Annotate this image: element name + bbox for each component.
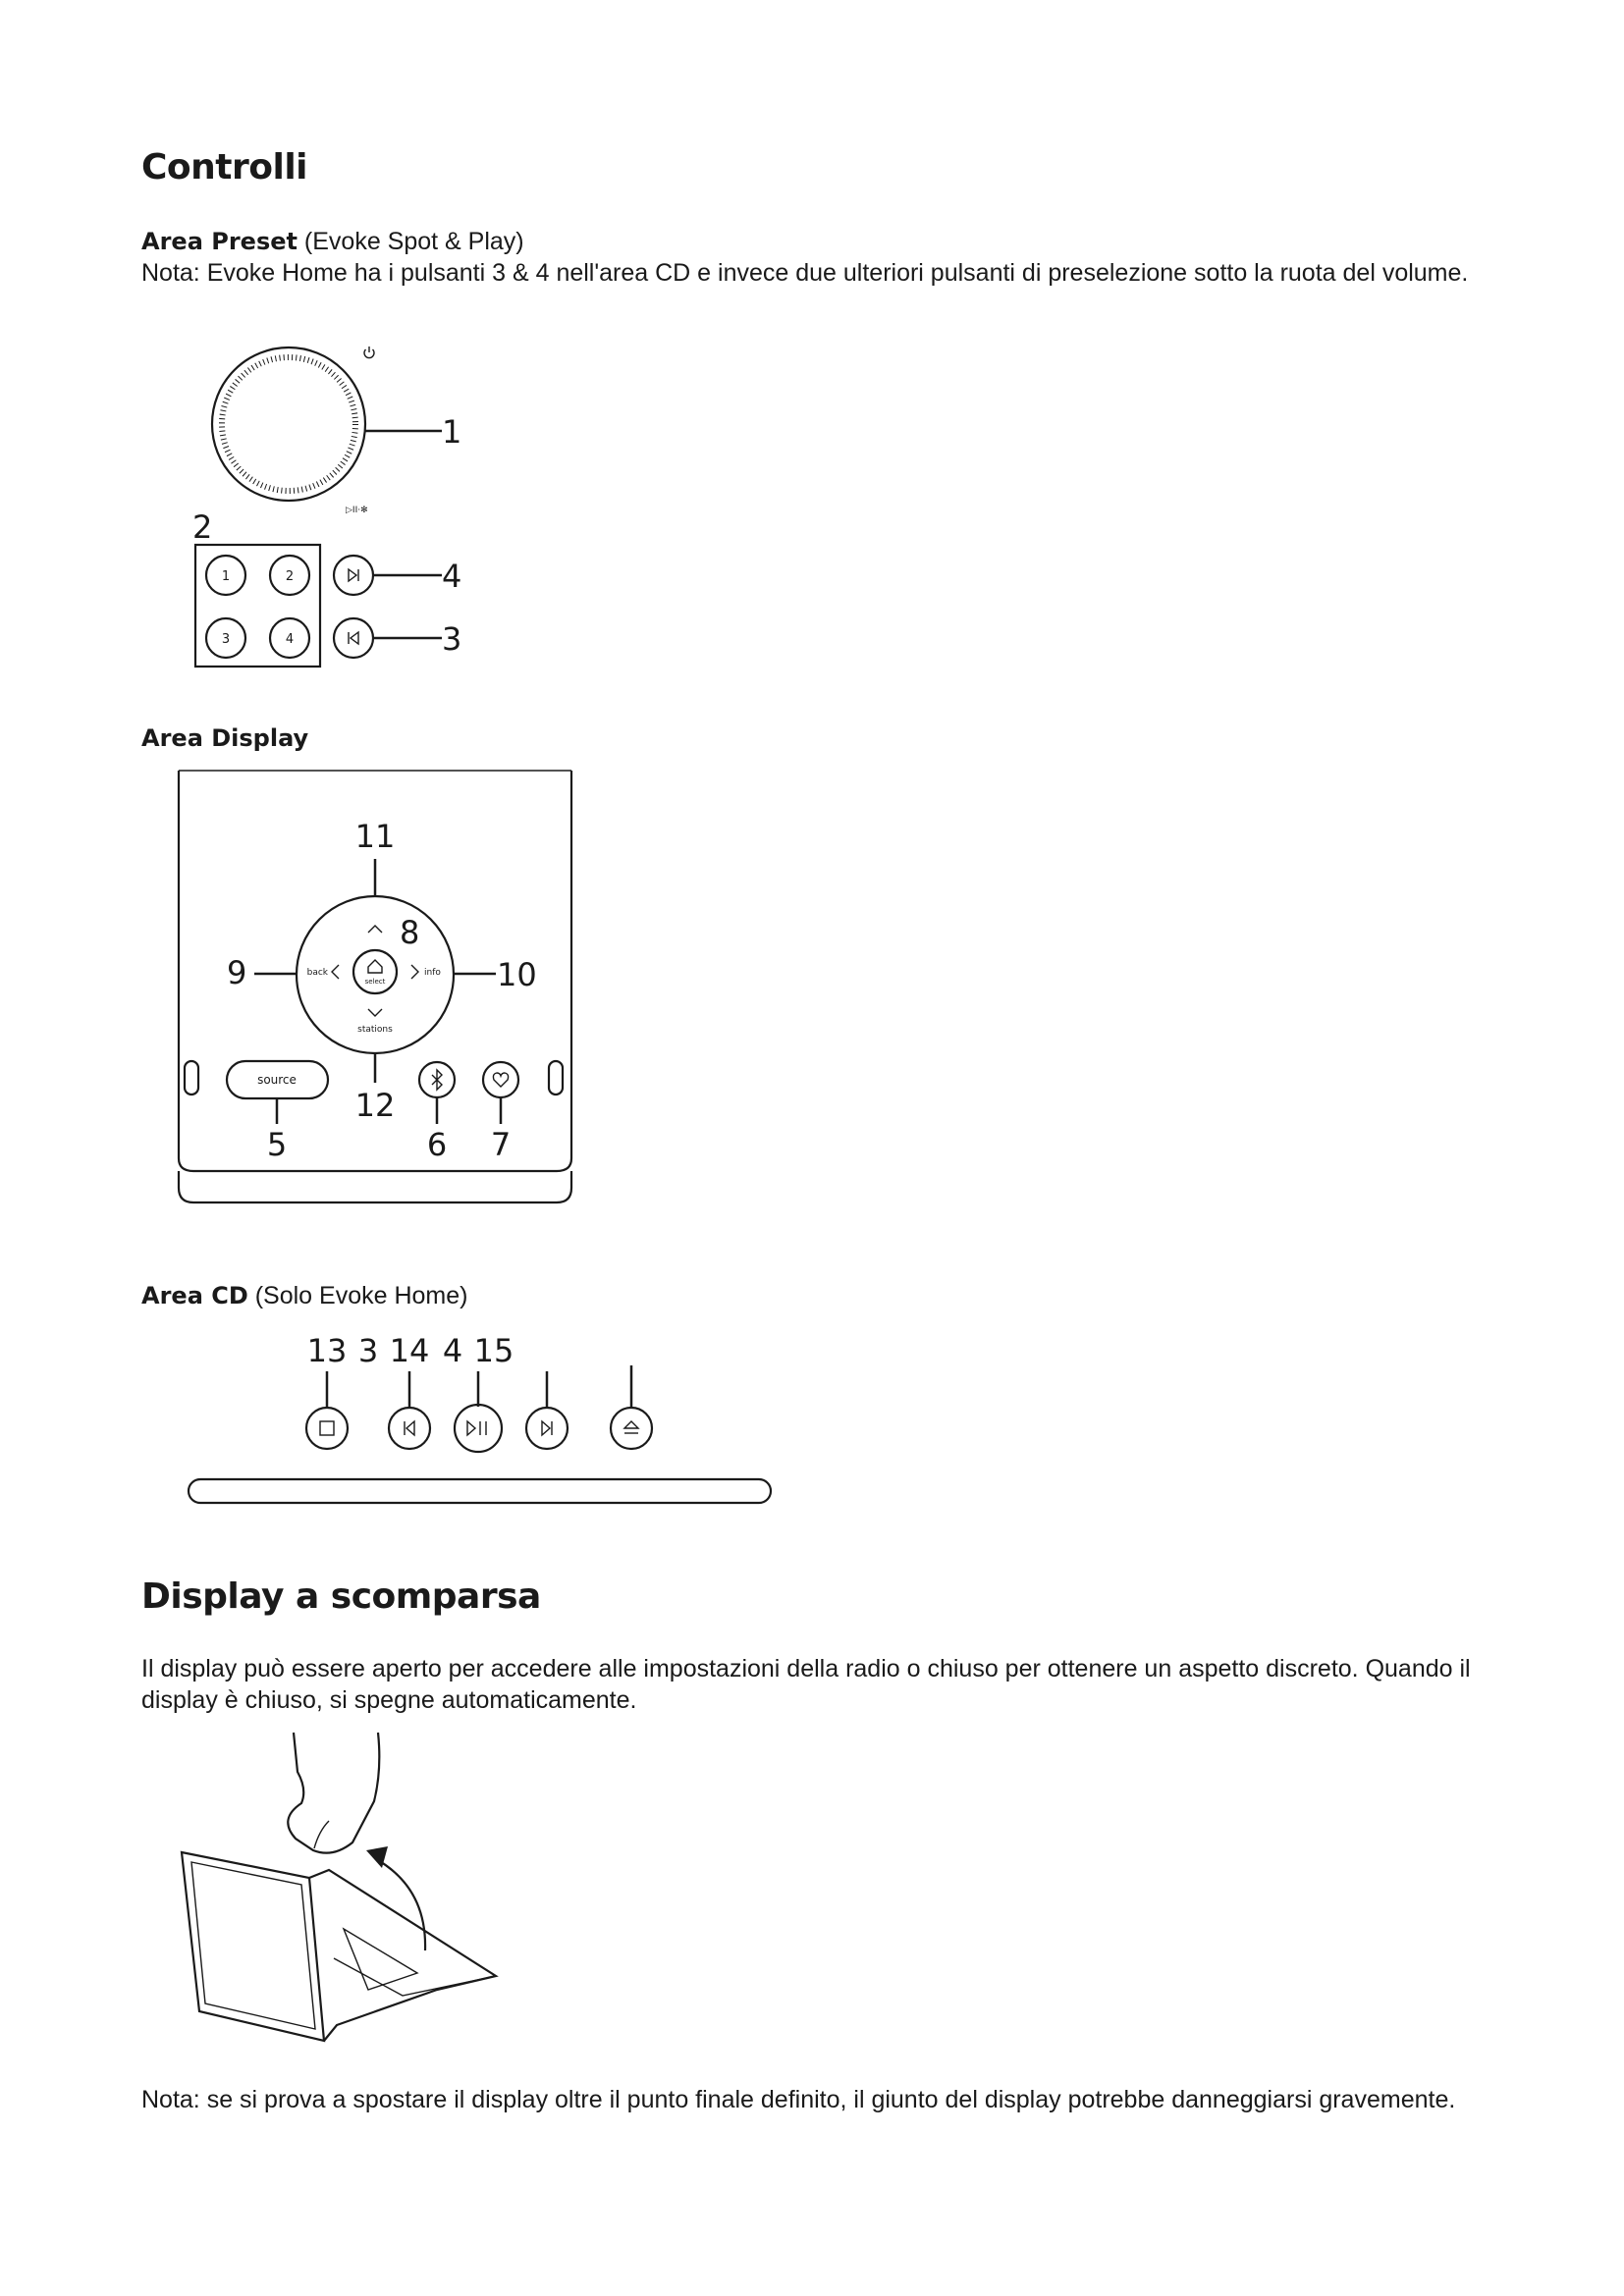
section-title-display: Display a scomparsa <box>141 1576 541 1617</box>
bluetooth-icon <box>432 1070 442 1090</box>
callout-8: 8 <box>400 914 420 951</box>
svg-text:source: source <box>257 1073 297 1087</box>
skip-forward-button[interactable] <box>334 556 373 595</box>
callout-9: 9 <box>227 954 247 991</box>
preset-heading <box>141 226 1516 257</box>
skip-forward-icon <box>542 1421 552 1435</box>
display-area-heading <box>141 724 308 753</box>
callout-5: 5 <box>266 1126 288 1163</box>
heart-icon <box>493 1073 508 1087</box>
eject-button[interactable] <box>611 1408 652 1449</box>
right-slot <box>549 1061 563 1095</box>
callout-14: 14 <box>389 1332 430 1369</box>
knob-bottom-label: ▷II·✻ <box>346 506 368 515</box>
skip-forward-icon <box>349 569 358 581</box>
preset-button-4[interactable] <box>270 618 309 658</box>
preset-label: Area Preset <box>141 228 298 255</box>
cd-area-heading <box>141 1282 467 1310</box>
stop-button[interactable] <box>306 1408 348 1449</box>
preset-button-1[interactable] <box>206 556 245 595</box>
callout-2: 2 <box>192 508 213 546</box>
cd-area-label: Area CD <box>141 1282 248 1309</box>
callout-4-cd: 4 <box>442 1332 463 1369</box>
back-label[interactable]: back <box>306 968 328 978</box>
cd-skip-back-button[interactable] <box>389 1408 430 1449</box>
svg-text:1: 1 <box>221 569 231 584</box>
favourite-button[interactable] <box>483 1062 518 1097</box>
display-area-label: Area Display <box>141 724 309 752</box>
callout-3: 3 <box>442 620 462 658</box>
cd-area-diagram <box>182 1330 781 1507</box>
play-pause-button[interactable] <box>455 1405 502 1452</box>
svg-text:2: 2 <box>285 569 295 584</box>
cd-skip-forward-button[interactable] <box>526 1408 568 1449</box>
callout-6: 6 <box>426 1126 448 1163</box>
page-title: Controlli <box>141 147 307 187</box>
stop-icon <box>320 1421 334 1435</box>
display-area-diagram <box>172 771 584 1212</box>
eject-icon <box>624 1421 638 1433</box>
callout-12: 12 <box>354 1087 396 1124</box>
volume-knob <box>212 347 365 501</box>
skip-back-icon <box>349 632 358 644</box>
stations-label[interactable]: stations <box>357 1025 393 1035</box>
svg-text:4: 4 <box>285 632 295 647</box>
skip-back-button[interactable] <box>334 618 373 658</box>
select-label: select <box>364 978 386 986</box>
callout-15: 15 <box>473 1332 514 1369</box>
preset-button-2[interactable] <box>270 556 309 595</box>
select-button[interactable] <box>353 950 397 993</box>
display-body-text: Il display può essere aperto per accedere alle impostazioni della radio o chiuso per ottenere un aspetto discreto. Quando il display è chiuso, si spegne automaticamente. <box>141 1655 1471 1714</box>
preset-group-box <box>195 545 320 667</box>
callout-4: 4 <box>442 558 462 595</box>
preset-diagram <box>147 334 481 677</box>
flip-display-illustration <box>172 1733 506 2056</box>
damage-note: Nota: se si prova a spostare il display oltre il punto finale definito, il giunto del display potrebbe danneggiarsi gravemente. <box>141 2086 1456 2113</box>
knob-ticks <box>222 357 355 491</box>
callout-1: 1 <box>442 413 462 451</box>
callout-7: 7 <box>490 1126 512 1163</box>
svg-text:3: 3 <box>221 632 231 647</box>
callout-11: 11 <box>354 818 396 855</box>
cd-slot <box>189 1479 771 1503</box>
preset-note: (Evoke Spot & Play) <box>297 228 524 255</box>
info-label[interactable]: info <box>424 968 441 978</box>
skip-back-icon <box>405 1421 414 1435</box>
left-slot <box>185 1061 198 1095</box>
power-icon <box>364 347 374 358</box>
callout-13: 13 <box>306 1332 348 1369</box>
bluetooth-button[interactable] <box>419 1062 455 1097</box>
cd-area-note: (Solo Evoke Home) <box>247 1282 468 1309</box>
home-icon <box>368 960 382 973</box>
callout-3-cd: 3 <box>357 1332 379 1369</box>
play-pause-icon <box>467 1421 486 1435</box>
preset-note-text: Nota: Evoke Home ha i pulsanti 3 & 4 nell'area CD e invece due ulteriori pulsanti di preselezione sotto la ruota del volume. <box>141 259 1469 287</box>
preset-button-3[interactable] <box>206 618 245 658</box>
callout-10: 10 <box>497 956 537 993</box>
source-button[interactable] <box>227 1061 328 1098</box>
